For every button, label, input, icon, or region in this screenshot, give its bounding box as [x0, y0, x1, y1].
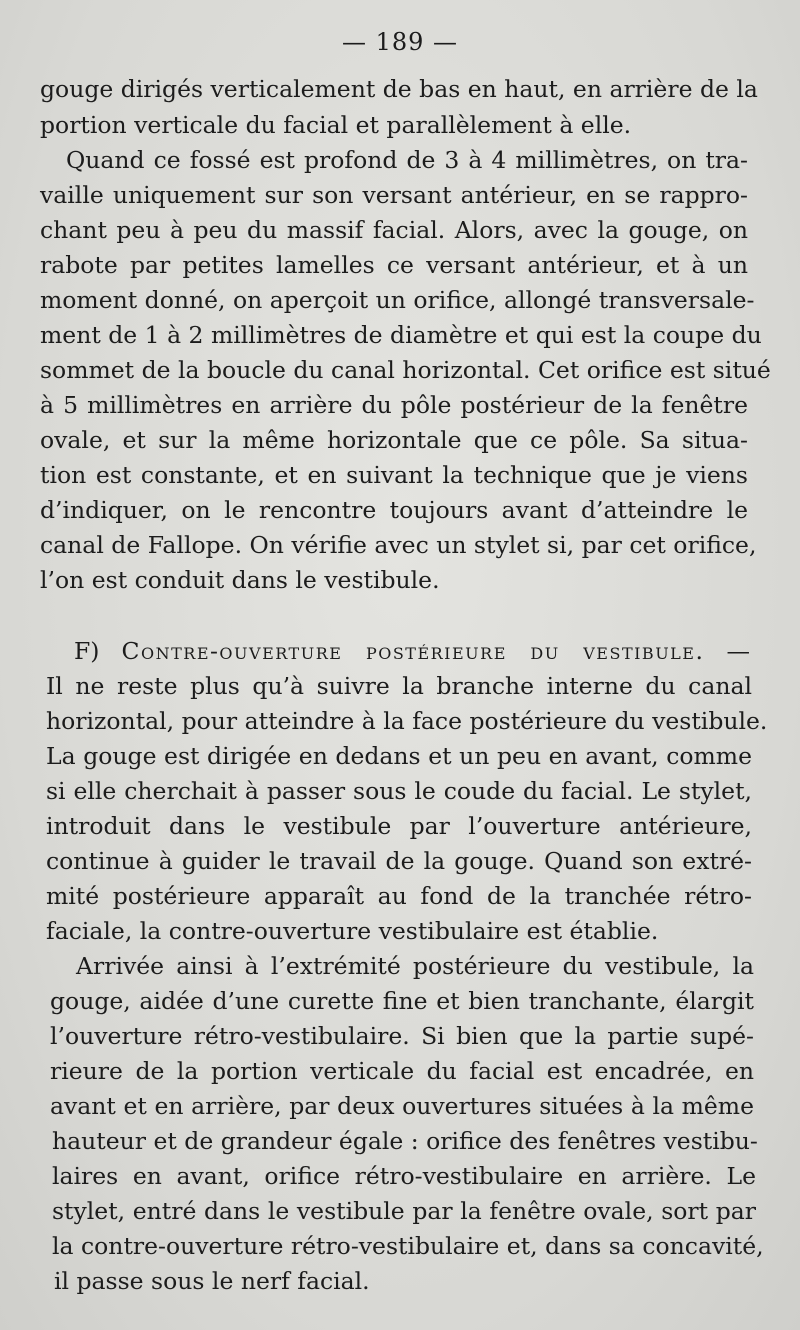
text-line: moment donné, on aperçoit un orifice, allongé transversale- — [40, 286, 755, 314]
text-line: gouge, aidée d’une curette fine et bien tranchante, élargit — [50, 987, 754, 1015]
text-line: Il ne reste plus qu’à suivre la branche interne du canal — [46, 672, 752, 700]
text-line: tion est constante, et en suivant la technique que je viens — [40, 461, 748, 489]
text-line: chant peu à peu du massif facial. Alors, avec la gouge, on — [40, 216, 748, 244]
text-line: avant et en arrière, par deux ouvertures situées à la même — [50, 1092, 754, 1120]
text-line: hauteur et de grandeur égale : orifice des fenêtres vestibu- — [52, 1127, 758, 1155]
text-line: l’on est conduit dans le vestibule. — [40, 566, 440, 594]
text-line: vaille uniquement sur son versant antérieur, en se rappro- — [40, 181, 748, 209]
section-heading-prefix: F) — [74, 637, 122, 665]
text-line: rabote par petites lamelles ce versant antérieur, et à un — [40, 251, 748, 279]
text-line: horizontal, pour atteindre à la face postérieure du vestibule. — [46, 707, 768, 735]
text-line: faciale, la contre-ouverture vestibulaire est établie. — [46, 917, 659, 945]
section-heading — [74, 637, 750, 665]
text-line: mité postérieure apparaît au fond de la tranchée rétro- — [46, 882, 752, 910]
text-line: continue à guider le travail de la gouge. Quand son extré- — [46, 847, 752, 875]
page-number: — 189 — — [341, 28, 459, 56]
section-heading-dash: — — [704, 637, 750, 665]
text-line: d’indiquer, on le rencontre toujours avant d’atteindre le — [40, 496, 748, 524]
text-line: rieure de la portion verticale du facial est encadrée, en — [50, 1057, 754, 1085]
text-line: canal de Fallope. On vérifie avec un stylet si, par cet orifice, — [40, 531, 757, 559]
text-line: l’ouverture rétro-vestibulaire. Si bien que la partie supé- — [50, 1022, 754, 1050]
text-line: Arrivée ainsi à l’extrémité postérieure du vestibule, la — [76, 952, 754, 980]
text-line: si elle cherchait à passer sous le coude du facial. Le stylet, — [46, 777, 752, 805]
text-line: à 5 millimètres en arrière du pôle postérieur de la fenêtre — [40, 391, 748, 419]
text-line: Quand ce fossé est profond de 3 à 4 millimètres, on tra- — [66, 146, 748, 174]
text-line: la contre-ouverture rétro-vestibulaire et, dans sa concavité, — [52, 1232, 764, 1260]
text-line: il passe sous le nerf facial. — [54, 1267, 370, 1295]
text-line: portion verticale du facial et parallèlement à elle. — [40, 111, 632, 139]
text-line: ovale, et sur la même horizontale que ce pôle. Sa situa- — [40, 426, 748, 454]
section-heading-title: Contre-ouverture postérieure du vestibule. — [121, 637, 705, 665]
text-line: stylet, entré dans le vestibule par la fenêtre ovale, sort par — [52, 1197, 756, 1225]
text-line: introduit dans le vestibule par l’ouverture antérieure, — [46, 812, 752, 840]
text-line: gouge dirigés verticalement de bas en haut, en arrière de la — [40, 75, 758, 103]
text-line: laires en avant, orifice rétro-vestibulaire en arrière. Le — [52, 1162, 756, 1190]
text-line: ment de 1 à 2 millimètres de diamètre et qui est la coupe du — [40, 321, 762, 349]
text-line: sommet de la boucle du canal horizontal. Cet orifice est situé — [40, 356, 771, 384]
text-line: La gouge est dirigée en dedans et un peu en avant, comme — [46, 742, 752, 770]
